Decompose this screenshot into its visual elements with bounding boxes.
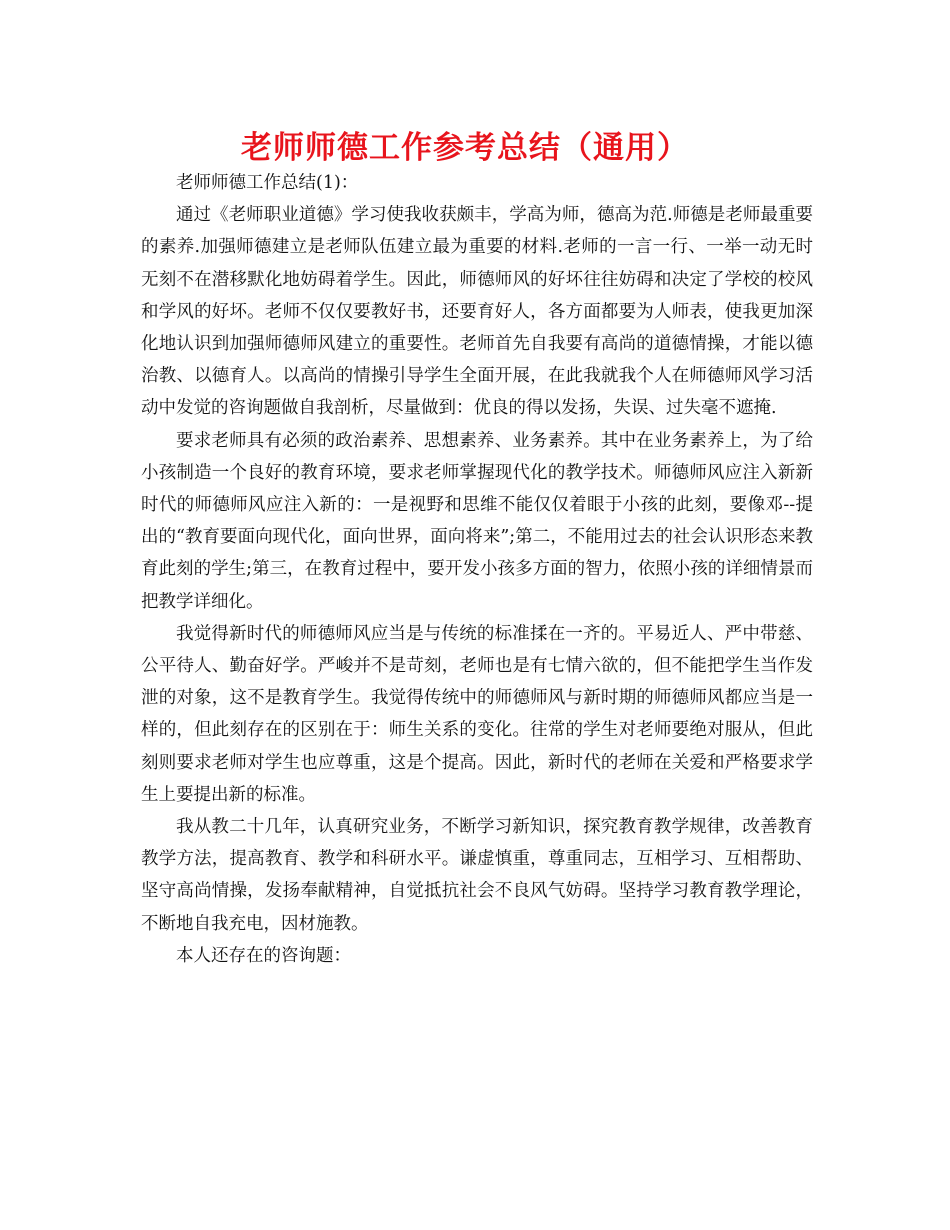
- document-title: 老师师德工作参考总结（通用）: [241, 130, 689, 166]
- document-body: [141, 167, 813, 972]
- paragraph: 我觉得新时代的师德师风应当是与传统的标准揉在一齐的。平易近人、严中带慈、公平待人、勤奋好学。严峻并不是苛刻，老师也是有七情六欲的，但不能把学生当作发泄的对象，这不是教育学生。我觉得传统中的师德师风与新时期的师德师风都应当是一样的，但此刻存在的区别在于：师生关系的变化。往常的学生对老师要绝对服从，但此刻则要求老师对学生也应尊重，这是个提高。因此，新时代的老师在关爱和严格要求学生上要提出新的标准。: [141, 623, 813, 805]
- section-heading: 老师师德工作总结(1)：: [176, 173, 359, 193]
- paragraph: 本人还存在的咨询题：: [176, 945, 351, 966]
- paragraph: 要求老师具有必须的政治素养、思想素养、业务素养。其中在业务素养上，为了给小孩制造一个良好的教育环境，要求老师掌握现代化的教学技术。师德师风应注入新新时代的师德师风应注入新的：一是视野和思维不能仅仅着眼于小孩的此刻，要像邓--提出的“教育要面向现代化，面向世界，面向将来”;第二，不能用过去的社会认识形态来教育此刻的学生;第三，在教育过程中，要开发小孩多方面的智力，依照小孩的详细情景而把教学详细化。: [141, 430, 813, 612]
- paragraph: 我从教二十几年，认真研究业务，不断学习新知识，探究教育教学规律，改善教育教学方法，提高教育、教学和科研水平。谦虚慎重，尊重同志，互相学习、互相帮助、坚守高尚情操，发扬奉献精神，自觉抵抗社会不良风气妨碍。坚持学习教育教学理论，不断地自我充电，因材施教。: [141, 817, 813, 934]
- paragraph: 通过《老师职业道德》学习使我收获颇丰，学高为师，德高为范.师德是老师最重要的素养.加强师德建立是老师队伍建立最为重要的材料.老师的一言一行、一举一动无时无刻不在潜移默化地妨碍着学生。因此，师德师风的好坏往往妨碍和决定了学校的校风和学风的好坏。老师不仅仅要教好书，还要育好人，各方面都要为人师表，使我更加深化地认识到加强师德师风建立的重要性。老师首先自我要有高尚的道德情操，才能以德治教、以德育人。以高尚的情操引导学生全面开展，在此我就我个人在师德师风学习活动中发觉的咨询题做自我剖析，尽量做到：优良的得以发扬，失误、过失毫不遮掩.: [141, 205, 813, 419]
